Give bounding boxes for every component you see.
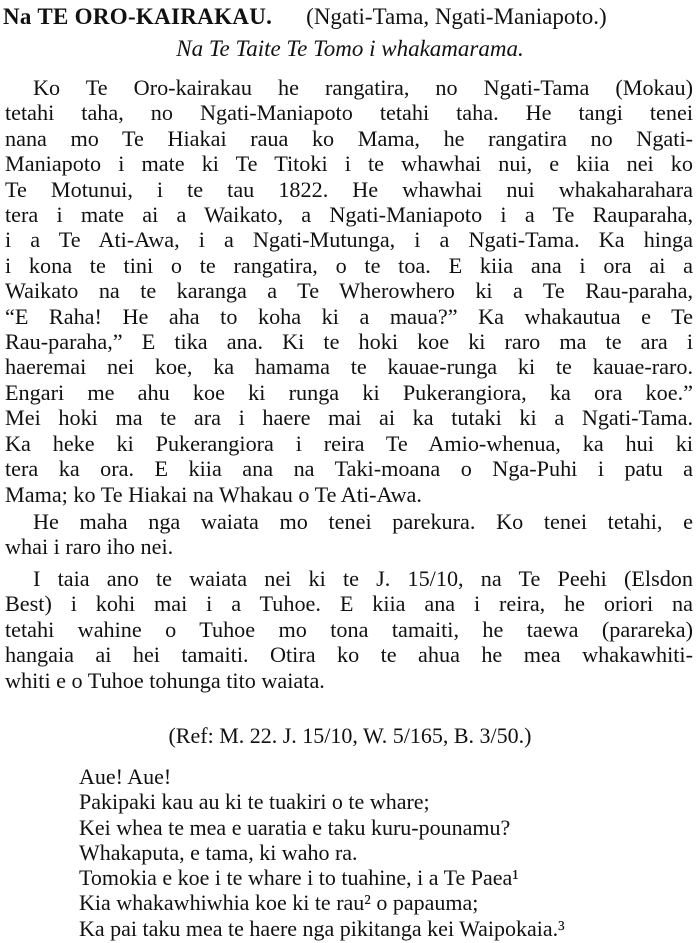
verse-line: Whakaputa, e tama, ki waho ra. <box>79 839 358 865</box>
paragraph-songs-note <box>5 509 693 560</box>
paragraph-history <box>5 75 693 507</box>
paragraph-line: Mama; ko Te Hiakai na Whakau o Te Ati-Awa. <box>5 481 422 507</box>
song-heading <box>3 3 693 31</box>
paragraph-line: Engari me ahu koe ki runga ki Pukerangiora, ka ora koe.” <box>5 379 693 405</box>
paragraph-source-note <box>5 566 693 693</box>
paragraph-line: nana mo Te Hiakai raua ko Mama, he rangatira no Ngati- <box>5 125 693 151</box>
verse-line: Aue! Aue! <box>79 764 172 789</box>
verse-line: Tomokia e koe i te whare i to tuahine, i a Te Paea¹ <box>79 865 519 891</box>
song-title: Na TE ORO-KAIRAKAU. <box>3 4 273 29</box>
paragraph-line: tera i mate ai a Waikato, a Ngati-Maniapoto i a Te Rauparaha, <box>5 202 693 228</box>
paragraph-line: whai i raro iho nei. <box>5 534 174 560</box>
paragraph-line: Ko Te Oro-kairakau he rangatira, no Ngati-Tama (Mokau) <box>33 75 693 100</box>
paragraph-line: tetahi wahine o Tuhoe mo tona tamaiti, he taewa (parareka) <box>5 616 693 642</box>
paragraph-line: Te Motunui, i te tau 1822. He whawhai nui whakaharahara <box>5 176 693 202</box>
tribe-attribution: (Ngati-Tama, Ngati-Maniapoto.) <box>306 4 607 29</box>
paragraph-line: Maniapoto i mate ki Te Titoki i te whawhai nui, e kiia nei ko <box>5 151 693 177</box>
verse-line: Kei whea te mea e uaratia e taku kuru-pounamu? <box>79 814 511 840</box>
paragraph-line: Best) i kohi mai i a Tuhoe. E kiia ana i reira, he oriori na <box>5 591 693 617</box>
reference-line: (Ref: M. 22. J. 15/10, W. 5/165, B. 3/50.) <box>168 723 532 748</box>
paragraph-line: i kona te tini o te rangatira, o te toa. E kiia ana i ora ai a <box>5 252 693 278</box>
paragraph-line: Ka heke ki Pukerangiora i reira Te Amio-whenua, ka hui ki <box>5 430 693 456</box>
paragraph-line: i a Te Ati-Awa, i a Ngati-Mutunga, i a Ngati-Tama. Ka hinga <box>5 227 693 253</box>
verse-line: Ka pai taku mea te haere nga pikitanga kei Waipokaia.³ <box>79 915 565 941</box>
paragraph-line: He maha nga waiata mo tenei parekura. Ko tenei tetahi, e <box>33 509 693 534</box>
paragraph-line: whiti e o Tuhoe tohunga tito waiata. <box>5 667 325 693</box>
explainer-credit: Na Te Taite Te Tomo i whakamarama. <box>176 36 524 61</box>
paragraph-line: hangaia ai hei tamaiti. Otira ko te ahua he mea whakawhiti- <box>5 642 693 668</box>
verse-line: Kia whakawhiwhia koe ki te rau² o papauma; <box>79 890 479 916</box>
paragraph-line: Mei hoki ma te ara i haere mai ai ka tutaki ki a Ngati-Tama. <box>5 405 693 431</box>
paragraph-line: haeremai nei koe, ka hamama te kauae-runga ki te kauae-raro. <box>5 354 693 380</box>
paragraph-line: Waikato na te karanga a Te Wherowhero ki a Te Rau-paraha, <box>5 278 693 304</box>
paragraph-line: tera ka ora. E kiia ana na Taki-moana o Nga-Puhi i patu a <box>5 456 693 482</box>
paragraph-line: Rau-paraha,” E tika ana. Ki te hoki koe ki raro ma te ara i <box>5 329 693 355</box>
waiata-verse <box>79 764 689 941</box>
verse-line: Pakipaki kau au ki te tuakiri o te whare; <box>79 789 430 815</box>
paragraph-line: tetahi taha, no Ngati-Maniapoto tetahi taha. He tangi tenei <box>5 100 693 126</box>
paragraph-line: “E Raha! He aha to koha ki a maua?” Ka whakautua e Te <box>5 303 693 329</box>
paragraph-line: I taia ano te waiata nei ki te J. 15/10, na Te Peehi (Elsdon <box>33 566 693 591</box>
